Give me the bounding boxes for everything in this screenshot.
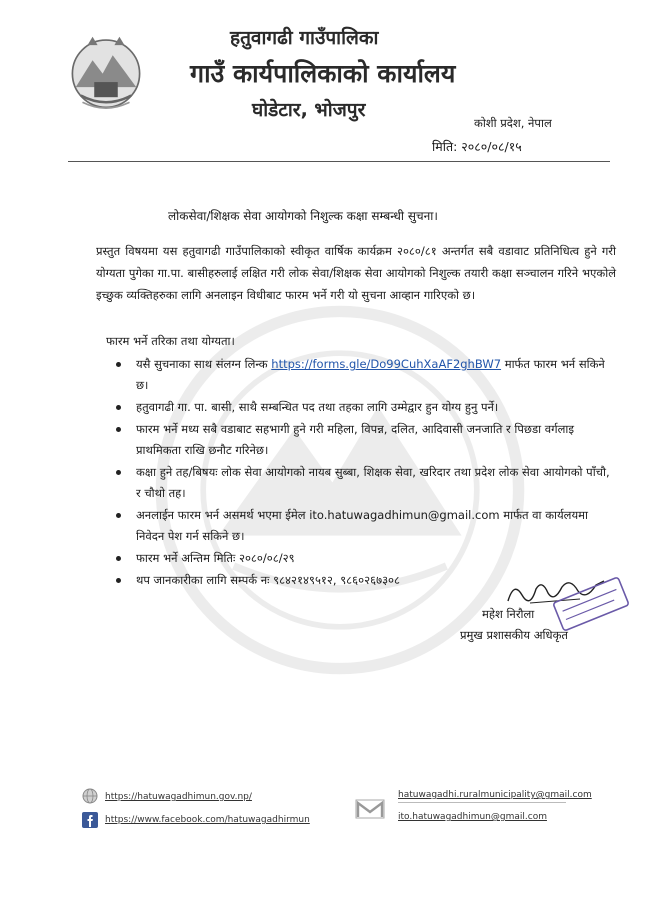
bullet-text: हतुवागढी गा. पा. बासी, साथै सम्बन्धित पद तथा तहका लागि उम्मेद्वार हुन योग्य हुनु पर्ने। — [136, 400, 499, 414]
notice-paragraph: प्रस्तुत विषयमा यस हतुवागढी गाउँपालिकाको स्वीकृत वार्षिक कार्यक्रम २०८०/८१ अन्तर्गत सबै वडावाट प्रतिनिधित्व हुने गरी योग्यता पुगेका गा.पा. बासीहरुलाई लक्षित गरी लोक सेवा/शिक्षक सेवा आयोगको निशुल्क तयारी कक्षा सञ्चालन गरिने भएकोले इच्छुक व्यक्तिहरुका लागि अनलाइन विधीबाट फारम भर्ने गरी यो सुचना आव्हान गारिएको छ। — [96, 244, 616, 302]
bullet-icon — [116, 427, 121, 432]
footer-divider — [398, 802, 566, 803]
bullet-text: थप जानकारीका लागि सम्पर्क नः ९८४२१४९५१२, ९८६०२६७३०८ — [136, 573, 401, 587]
notice-subject: लोकसेवा/शिक्षक सेवा आयोगको निशुल्क कक्षा सम्बन्धी सुचना। — [168, 209, 438, 223]
date-line — [432, 138, 522, 155]
facebook-link[interactable]: https://www.facebook.com/hatuwagadhirmun — [105, 815, 310, 825]
bullet-text: फारम भर्ने मध्य सबै वडाबाट सहभागी हुने गरी महिला, विपन्न, दलित, आदिवासी जनजाति र पिछडा वर्गलाइ प्राथमिकता राखि छनौट गरिनेछ। — [136, 422, 575, 457]
bullet-icon — [116, 556, 121, 561]
bullet-text: कक्षा हुने तह/बिषयः लोक सेवा आयोगको नायब सुब्बा, शिक्षक सेवा, खरिदार तथा प्रदेश लोक सेवा आयोगको पाँचौ, र चौथो तह। — [136, 465, 610, 500]
bullet-icon — [116, 362, 121, 367]
list-item — [112, 354, 612, 396]
list-item — [112, 548, 612, 569]
date-value: २०८०/०८/१५ — [461, 139, 522, 154]
bullet-text: मार्फत फारम भर्न सकिने छ। — [136, 357, 605, 392]
bullet-icon — [116, 578, 121, 583]
globe-icon — [82, 788, 98, 804]
bullet-icon — [116, 405, 121, 410]
facebook-icon — [82, 812, 98, 828]
official-stamp-icon — [548, 575, 634, 633]
header-divider — [68, 161, 610, 162]
nepal-emblem-icon — [64, 30, 148, 114]
bullet-text: फारम भर्ने अन्तिम मितिः २०८०/०८/२९ — [136, 551, 295, 565]
footer-email-primary[interactable]: hatuwagadhi.ruralmunicipality@gmail.com — [398, 790, 592, 800]
gmail-icon — [354, 798, 386, 820]
requirements-list — [112, 354, 612, 592]
form-method-heading: फारम भर्ने तरिका तथा योग्यता। — [106, 334, 235, 348]
signer-title: प्रमुख प्रशासकीय अधिकृत — [460, 628, 568, 642]
office-address: घोडेटार, भोजपुर — [252, 99, 366, 121]
bullet-icon — [116, 513, 121, 518]
list-item — [112, 397, 612, 418]
province-label: कोशी प्रदेश, नेपाल — [474, 116, 552, 130]
list-item — [112, 505, 612, 547]
bullet-icon — [116, 470, 121, 475]
list-item — [112, 462, 612, 504]
form-link[interactable]: https://forms.gle/Do99CuhXaAF2ghBW7 — [271, 357, 502, 371]
footer-email-secondary[interactable]: ito.hatuwagadhimun@gmail.com — [398, 812, 547, 822]
bullet-text: यसै सुचनाका साथ संलग्न लिन्क — [136, 357, 268, 371]
contact-email-link[interactable]: ito.hatuwagadhimun@gmail.com — [309, 508, 500, 522]
bullet-text: अनलाईन फारम भर्न असमर्थ भएमा ईमेल — [136, 508, 306, 522]
office-name-line1: हतुवागढी गाउँपालिका — [230, 27, 379, 49]
bullet-text: मार्फत वा कार्यलयमा निवेदन पेश गर्न सकिने छ। — [136, 508, 588, 543]
signer-name: महेश निरौला — [482, 607, 535, 621]
office-name-line2: गाउँ कार्यपालिकाको कार्यालय — [190, 59, 456, 88]
date-label: मिति: — [432, 139, 458, 154]
website-link[interactable]: https://hatuwagadhimun.gov.np/ — [105, 792, 252, 802]
list-item — [112, 419, 612, 461]
